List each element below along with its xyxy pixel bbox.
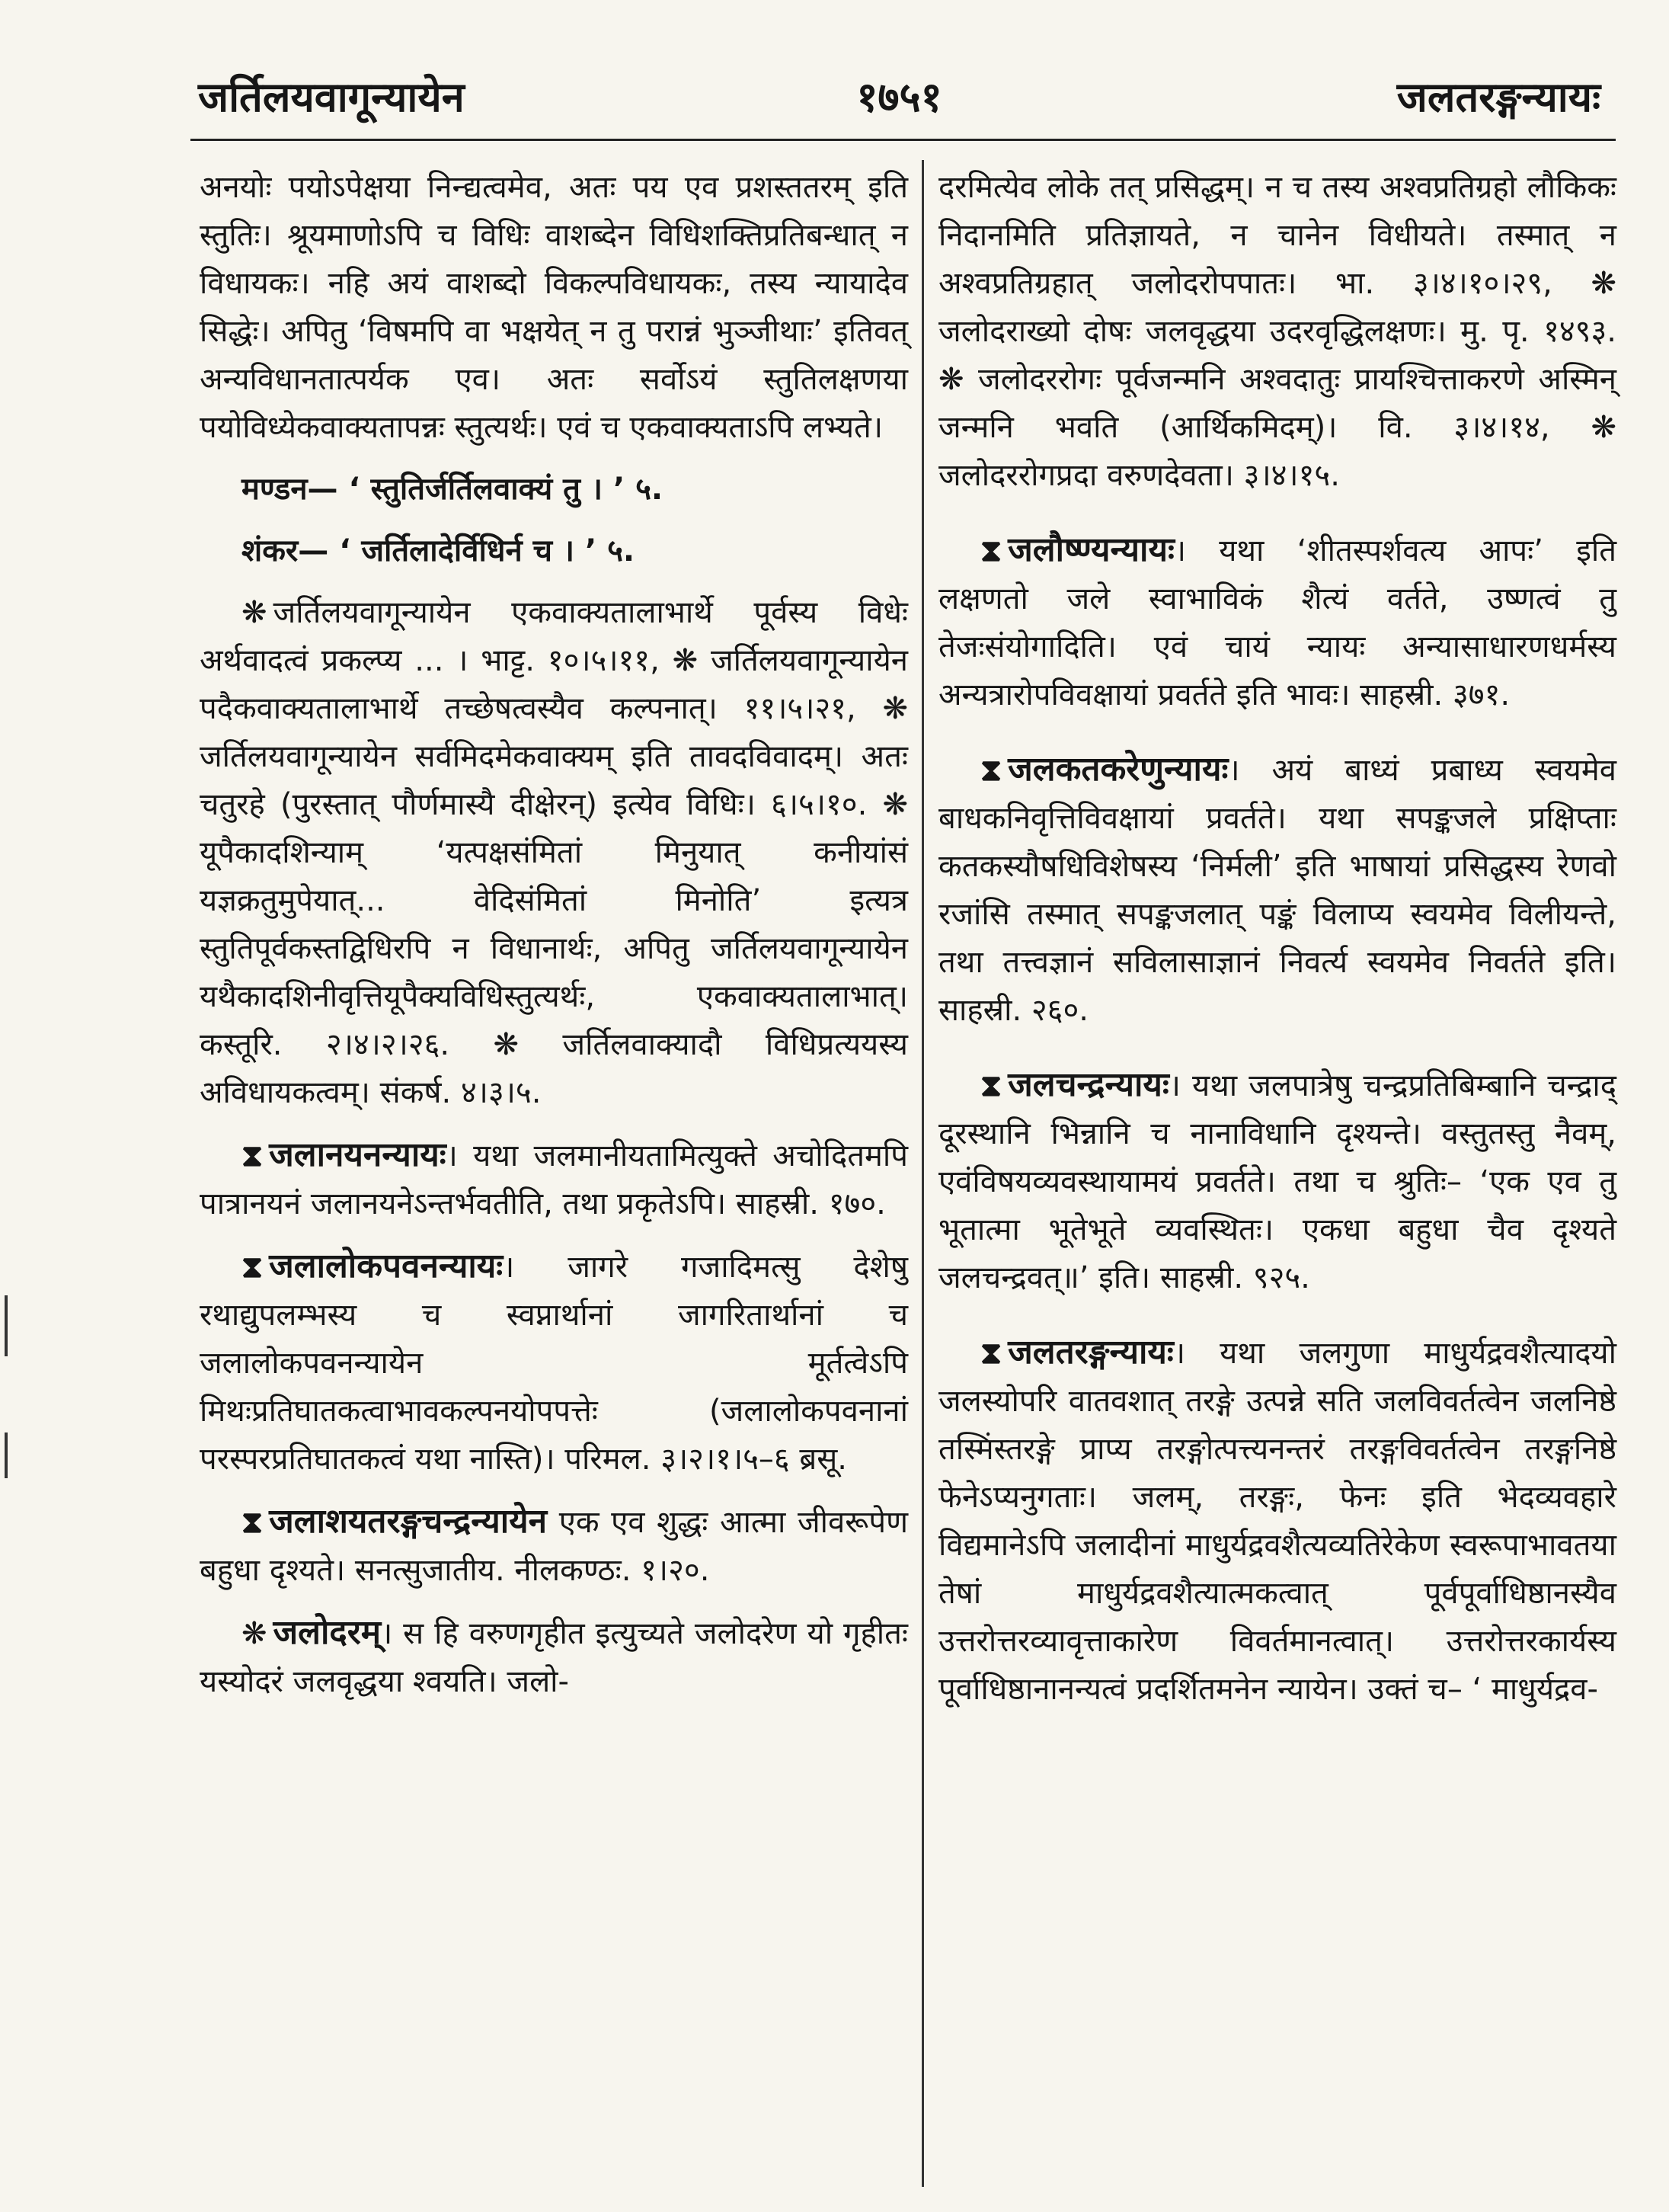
entry-text: । यथा जलगुणा माधुर्यद्रवशैत्यादयो जलस्योपरि वातवशात् तरङ्गे उत्पन्ने सति जलविवर्तत्वेन जलनिष्ठे तस्मिंस्तरङ्गे प्राप्य तरङ्गोत्पत्त्यनन्तरं तरङ्गविवर्तत्वेन तरङ्गनिष्ठे फेनेऽप्यनुगताः। जलम्, तरङ्गः, फेनः इति भेदव्यवहारे विद्यमानेऽपि जलादीनां माधुर्यद्रवशैत्यव्यतिरेकेण स्वरूपाभावतया तेषां माधुर्यद्रवशैत्यात्मकत्वात् पूर्वपूर्वाधिष्ठानस्यैव उत्तरोत्तरव्यावृत्ताकारेण विवर्तमानत्वात्। उत्तरोत्तरकार्यस्य पूर्वाधिष्ठानानन्यत्वं प्रदर्शितमनेन न्यायेन। उक्तं च– ‘ माधुर्यद्रव- xyxy=(938,1336,1616,1707)
header-left-term: जर्तिलयवागून्यायेन xyxy=(198,73,465,121)
entry-text: एक एव शुद्धः आत्मा जीवरूपेण बहुधा दृश्यते। सनत्सुजातीय. नीलकण्ठः. १।२०. xyxy=(200,1505,909,1588)
entry-jartila xyxy=(200,589,908,1117)
entry-title: जलानयनन्यायः xyxy=(269,1135,446,1174)
entry-jalodaram xyxy=(200,1609,908,1706)
hourglass-icon: ⧗ xyxy=(241,1250,264,1285)
paragraph: दरमित्येव लोके तत् प्रसिद्धम्। न च तस्य अश्वप्रतिग्रहो लौकिकः निदानमिति प्रतिज्ञायते, न चानेन विधीयते। तस्मात् न अश्वप्रतिग्रहात् जलोदरोपपातः। भा. ३।४।१०।२९, ❋ जलोदराख्यो दोषः जलवृद्धया उदरवृद्धिलक्षणः। मु. पृ. १४९३. ❋ जलोदररोगः पूर्वजन्मनि अश्वदातुः प्रायश्चित्ताकरणे अस्मिन् जन्मनि भवति (आर्थिकमिदम्)। वि. ३।४।१४, ❋ जलोदररोगप्रदा वरुणदेवता। ३।४।१५. xyxy=(938,170,1616,493)
entry-title: जलतरङ्गन्यायः xyxy=(1008,1333,1174,1372)
entry-title: जलालोकपवनन्यायः xyxy=(269,1247,504,1285)
entry-text: । यथा जलपात्रेषु चन्द्रप्रतिबिम्बानि चन्द्राद् दूरस्थानि भिन्नानि च नानाविधानि दृश्यन्ते। वस्तुतस्तु नैवम्, एवंविषयव्यवस्थायामयं प्रवर्तते। तथा च श्रुतिः– ‘एक एव तु भूतात्मा भूतेभूते व्यवस्थितः। एकधा बहुधा चैव दृश्यते जलचन्द्रवत्॥’ इति। साहस्री. ९२५. xyxy=(938,1068,1616,1295)
entry-title: जलाशयतरङ्गचन्द्रन्यायेन xyxy=(269,1502,548,1541)
right-column xyxy=(938,164,1616,1727)
column-divider xyxy=(922,160,924,2187)
hourglass-icon: ⧗ xyxy=(241,1505,264,1540)
margin-mark xyxy=(5,1295,8,1356)
entry-jalaushnya xyxy=(938,526,1616,719)
citation-shankara: शंकर— ‘ जर्तिलादेर्विधिर्न च । ’ ५. xyxy=(241,533,635,568)
hourglass-icon: ⧗ xyxy=(980,1068,1002,1103)
star-icon: ❋ xyxy=(241,595,267,630)
entry-title: जलकतकरेणुन्यायः xyxy=(1008,750,1229,789)
entry-jalakataka xyxy=(938,745,1616,1035)
entry-text: । यथा जलमानीयतामित्युक्ते अचोदितमपि पात्रानयनं जलानयनेऽन्तर्भवतीति, तथा प्रकृतेऽपि। साहस्री. १७०. xyxy=(200,1138,908,1221)
entry-text: । अयं बाध्यं प्रबाध्य स्वयमेव बाधकनिवृत्तिविवक्षायां प्रवर्तते। यथा सपङ्कजले प्रक्षिप्ताः कतकस्यौषधिविशेषस्य ‘निर्मली’ इति भाषायां प्रसिद्धस्य रेणवो रजांसि तस्मात् सपङ्कजलात् पङ्कं विलाप्य स्वयमेव विलीयन्ते, तथा तत्त्वज्ञानं सविलासाज्ञानं निवर्त्य स्वयमेव निवर्तते इति। साहस्री. २६०. xyxy=(938,753,1616,1028)
hourglass-icon: ⧗ xyxy=(241,1138,264,1173)
entry-jalashaya xyxy=(200,1497,908,1595)
citation-mandana: मण्डन— ‘ स्तुतिर्जर्तिलवाक्यं तु । ’ ५. xyxy=(241,472,663,507)
entry-title: जलोदरम् xyxy=(273,1613,382,1652)
star-icon: ❋ xyxy=(241,1616,267,1651)
left-column xyxy=(200,164,908,1720)
hourglass-icon: ⧗ xyxy=(980,753,1002,788)
entry-text: जर्तिलयवागून्यायेन एकवाक्यतालाभार्थे पूर्वस्य विधेः अर्थवादत्वं प्रकल्प्य ... । भाट्ट. १०।५।११, ❋ जर्तिलयवागून्यायेन पदैकवाक्यतालाभार्थे तच्छेषत्वस्यैव कल्पनात्। ११।५।२१, ❋ जर्तिलयवागून्यायेन सर्वमिदमेकवाक्यम् इति तावदविवादम्। अतः चतुरहे (पुरस्तात् पौर्णमास्यै दीक्षेरन्) इत्येव विधिः। ६।५।१०. ❋ यूपैकादशिन्याम् ‘यत्पक्षसंमितां मिनुयात् कनीयांसं यज्ञक्रतुमुपेयात्... वेदिसंमितां मिनोति’ इत्यत्र स्तुतिपूर्वकस्तद्विधिरपि न विधानार्थः, अपितु जर्तिलयवागून्यायेन यथैकादशिनीवृत्तियूपैक्यविधिस्तुत्यर्थः, एकवाक्यतालाभात्। कस्तूरि. २।४।२।२६. ❋ जर्तिलवाक्यादौ विधिप्रत्ययस्य अविधायकत्वम्। संकर्ष. ४।३।५. xyxy=(200,595,908,1110)
entry-title: जलचन्द्रन्यायः xyxy=(1008,1065,1169,1104)
paragraph: अनयोः पयोऽपेक्षया निन्द्यत्वमेव, अतः पय एव प्रशस्ततरम् इति स्तुतिः। श्रूयमाणोऽपि च विधिः वाशब्देन विधिशक्तिप्रतिबन्धात् न विधायकः। नहि अयं वाशब्दो विकल्पविधायकः, तस्य न्यायादेव सिद्धेः। अपितु ‘विषमपि वा भक्षयेत् न तु परान्नं भुञ्जीथाः’ इतिवत् अन्यविधानतात्पर्यक एव। अतः सर्वोऽयं स्तुतिलक्षणया पयोविध्येकवाक्यतापन्नः स्तुत्यर्थः। एवं च एकवाक्यताऽपि लभ्यते। xyxy=(200,170,908,445)
entry-title: जलौष्ण्यन्यायः xyxy=(1008,530,1175,569)
page-header xyxy=(198,67,1600,136)
header-rule xyxy=(190,139,1616,141)
page-number: १७५१ xyxy=(856,73,942,121)
entry-jalachandra xyxy=(938,1061,1616,1302)
entry-jalataranga xyxy=(938,1328,1616,1714)
hourglass-icon: ⧗ xyxy=(980,1336,1002,1371)
header-right-term: जलतरङ्गन्यायः xyxy=(1396,73,1600,121)
hourglass-icon: ⧗ xyxy=(980,533,1002,568)
entry-text: । जागरे गजादिमत्सु देशेषु रथाद्युपलम्भस्य च स्वप्नार्थानां जागरितार्थानां च जलालोकपवनन्यायेन मूर्तत्वेऽपि मिथःप्रतिघातकत्वाभावकल्पनयोपपत्तेः (जलालोकपवनानां परस्परप्रतिघातकत्वं यथा नास्ति)। परिमल. ३।२।१।५–६ ब्रसू. xyxy=(200,1250,908,1477)
entry-jalaloka xyxy=(200,1242,908,1484)
margin-mark xyxy=(5,1433,8,1478)
entry-text: । यथा ‘शीतस्पर्शवत्य आपः’ इति लक्षणतो जले स्वाभाविकं शैत्यं वर्तते, उष्णत्वं तु तेजःसंयोगादिति। एवं चायं न्यायः अन्यासाधारणधर्मस्य अन्यत्रारोपविवक्षायां प्रवर्तते इति भावः। साहस्री. ३७१. xyxy=(938,533,1616,712)
entry-jalanayana xyxy=(200,1131,908,1228)
entry-text: । स हि वरुणगृहीत इत्युच्यते जलोदरेण यो गृहीतः यस्योदरं जलवृद्धया श्वयति। जलो- xyxy=(200,1616,908,1699)
